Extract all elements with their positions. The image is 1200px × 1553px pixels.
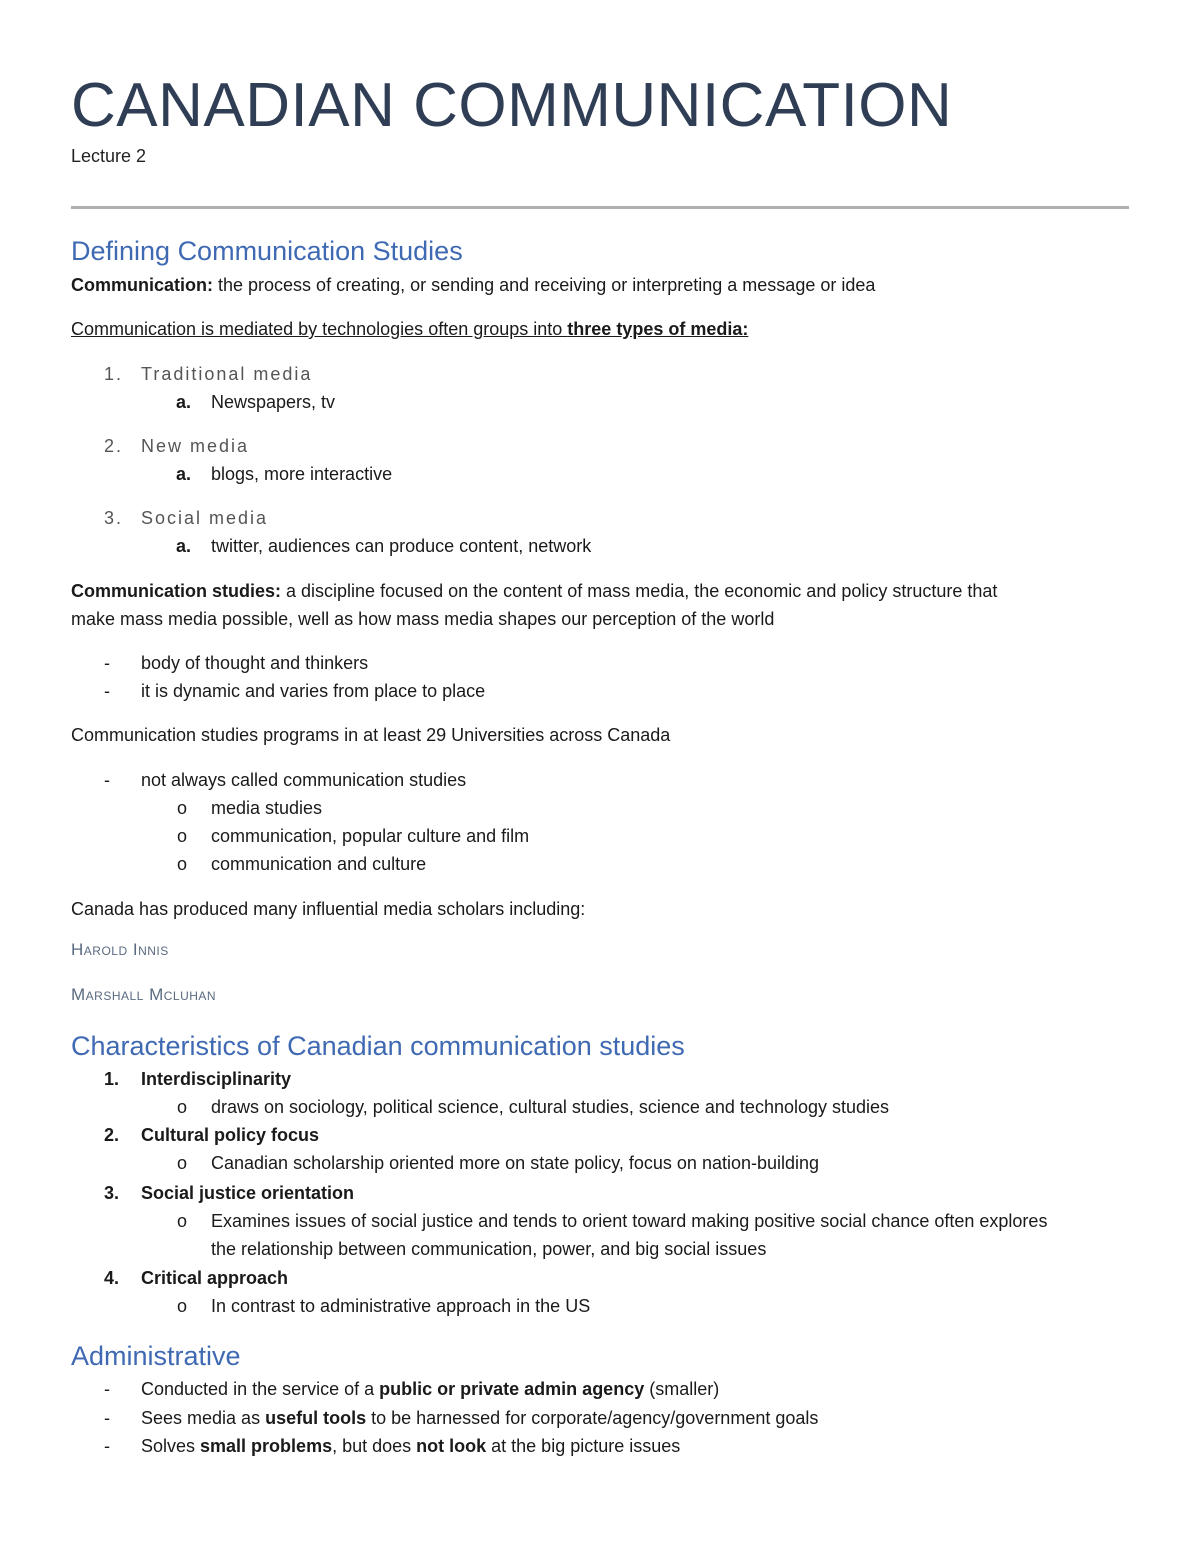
media-type-label: Social media	[141, 508, 269, 528]
studies-definition-line1	[71, 578, 997, 604]
dash-bullet: -	[104, 681, 110, 701]
title-divider	[71, 206, 1129, 209]
list-letter: a.	[176, 464, 192, 484]
section-heading-administrative: Administrative	[71, 1341, 241, 1371]
text-run: , but does	[332, 1436, 417, 1456]
characteristic-label: Cultural policy focus	[141, 1125, 320, 1145]
list-item	[141, 1433, 680, 1459]
circle-bullet: o	[177, 798, 188, 818]
media-type-example: blogs, more interactive	[211, 464, 393, 484]
media-type-label: New media	[141, 436, 250, 456]
characteristic-detail: Examines issues of social justice and tends to orient toward making positive social chance often explores	[211, 1211, 1048, 1231]
definition-term: Communication:	[71, 275, 213, 295]
text-run: at the big picture issues	[486, 1436, 681, 1456]
communication-definition	[71, 272, 875, 298]
list-letter: a.	[176, 392, 192, 412]
list-number: 3.	[104, 508, 124, 528]
list-number: 4.	[104, 1268, 120, 1288]
text-run: Conducted in the service of a	[141, 1379, 380, 1399]
characteristic-detail: Canadian scholarship oriented more on state policy, focus on nation-building	[211, 1153, 820, 1173]
dash-bullet: -	[104, 653, 110, 673]
characteristic-detail: In contrast to administrative approach in the US	[211, 1296, 591, 1316]
list-number: 3.	[104, 1183, 120, 1203]
media-type-label: Traditional media	[141, 364, 313, 384]
characteristic-label: Interdisciplinarity	[141, 1069, 292, 1089]
circle-bullet: o	[177, 1097, 188, 1117]
list-item: communication, popular culture and film	[211, 826, 530, 846]
scholar-name: Marshall Mcluhan	[71, 985, 217, 1004]
dash-bullet: -	[104, 1408, 110, 1428]
mediated-text: Communication is mediated by technologies often groups into	[71, 319, 568, 339]
mediated-bold: three types of media:	[567, 319, 749, 339]
list-number: 2.	[104, 436, 124, 456]
studies-text: a discipline focused on the content of mass media, the economic and policy structure that	[281, 581, 998, 601]
programs-text: Communication studies programs in at least 29 Universities across Canada	[71, 725, 671, 745]
text-run: Sees media as	[141, 1408, 266, 1428]
section-heading-defining: Defining Communication Studies	[71, 236, 463, 266]
text-run: to be harnessed for corporate/agency/government goals	[366, 1408, 819, 1428]
list-number: 1.	[104, 1069, 120, 1089]
list-item	[141, 1405, 818, 1431]
dash-bullet: -	[104, 1379, 110, 1399]
list-letter: a.	[176, 536, 192, 556]
document-subtitle: Lecture 2	[71, 146, 147, 166]
list-item: not always called communication studies	[141, 770, 467, 790]
scholar-name: Harold Innis	[71, 940, 169, 959]
characteristic-label: Critical approach	[141, 1268, 289, 1288]
circle-bullet: o	[177, 1153, 188, 1173]
circle-bullet: o	[177, 854, 188, 874]
bold-run: not look	[416, 1436, 487, 1456]
list-item	[141, 1376, 719, 1402]
dash-bullet: -	[104, 1436, 110, 1456]
list-item: media studies	[211, 798, 323, 818]
list-number: 2.	[104, 1125, 120, 1145]
scholars-text: Canada has produced many influential media scholars including:	[71, 899, 586, 919]
circle-bullet: o	[177, 1211, 188, 1231]
bold-run: small problems	[200, 1436, 333, 1456]
studies-term: Communication studies:	[71, 581, 282, 601]
mediated-statement	[71, 316, 748, 342]
document-title: CANADIAN COMMUNICATION	[71, 71, 953, 140]
section-heading-characteristics: Characteristics of Canadian communication studies	[71, 1031, 685, 1061]
definition-text: the process of creating, or sending and receiving or interpreting a message or idea	[213, 275, 876, 295]
studies-definition-line2: make mass media possible, well as how mass media shapes our perception of the world	[71, 609, 775, 629]
circle-bullet: o	[177, 826, 188, 846]
characteristic-label: Social justice orientation	[141, 1183, 355, 1203]
list-number: 1.	[104, 364, 124, 384]
bold-run: public or private admin agency	[379, 1379, 645, 1399]
media-type-example: twitter, audiences can produce content, network	[211, 536, 592, 556]
circle-bullet: o	[177, 1296, 188, 1316]
list-item: communication and culture	[211, 854, 427, 874]
text-run: (smaller)	[644, 1379, 720, 1399]
media-type-example: Newspapers, tv	[211, 392, 336, 412]
dash-bullet: -	[104, 770, 110, 790]
list-item: it is dynamic and varies from place to place	[141, 681, 486, 701]
list-item: body of thought and thinkers	[141, 653, 369, 673]
bold-run: useful tools	[265, 1408, 367, 1428]
characteristic-detail: the relationship between communication, power, and big social issues	[211, 1239, 767, 1259]
characteristic-detail: draws on sociology, political science, cultural studies, science and technology studies	[211, 1097, 890, 1117]
text-run: Solves	[141, 1436, 201, 1456]
